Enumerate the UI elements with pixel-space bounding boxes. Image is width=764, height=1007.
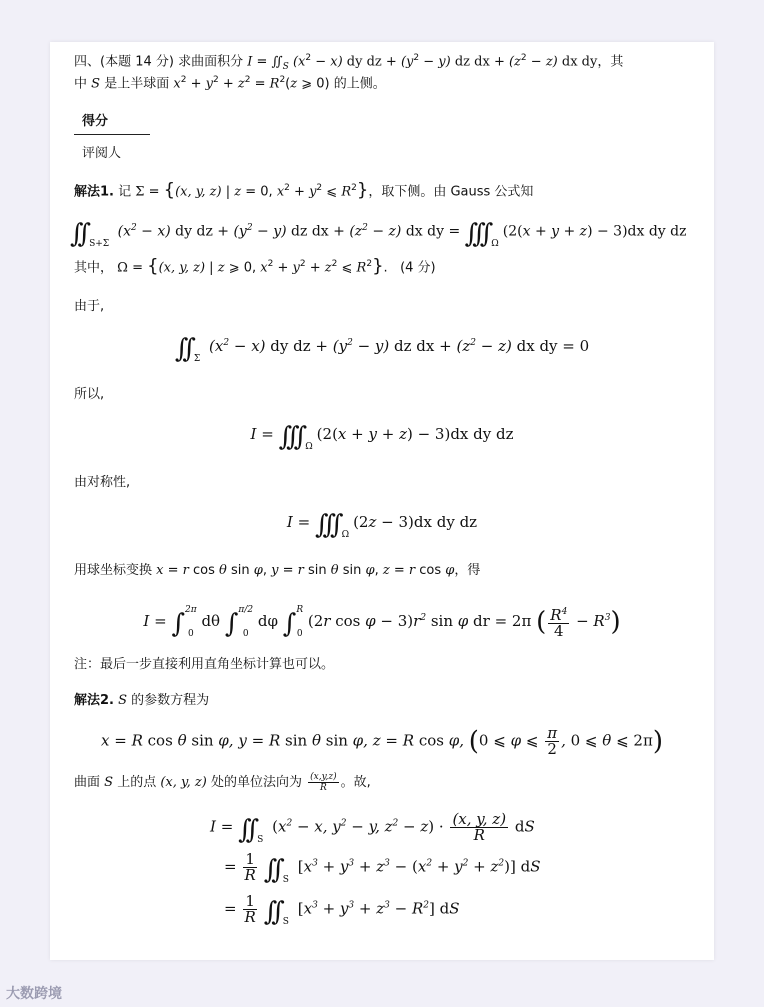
sol1-where: 其中， Ω = {(x, y, z) | z ⩾ 0, $x^2 + y^2 + z^2$ ⩽ $R^2$}. (4 分): [74, 255, 436, 277]
sigma-integral-equation: ∫∫ $_\Sigma$ $(x^2 - x)$ dy dz + $(y^2 - y)$ dz dx + $(z^2 - z)$ dx dy = 0: [174, 334, 590, 364]
sol2-title: 解法2.: [74, 693, 114, 708]
grader-label: 评阅人: [82, 146, 122, 161]
score-box: [74, 110, 150, 161]
points-label: (4 分): [400, 260, 436, 276]
spherical-line: 用球坐标变换 x = r cos θ sin φ, y = r sin θ sin φ, z = r cos φ，得: [74, 563, 481, 578]
sol1-title: 解法1.: [74, 184, 114, 200]
so-label: 所以,: [74, 387, 105, 402]
final-equation-line-1: I = ∫∫ $_S$ ($x^2 - x$, $y^2 - y$, $z^2 - z$) · $\frac{(x, y, z)}{R}$ dS: [210, 810, 535, 845]
symmetry-equation: I = ∫∫∫ $_\Omega$(2z − 3)dx dy dz: [286, 510, 478, 540]
final-equation-line-2: = $\frac{1}{R}$ ∫∫ $_S$ $[x^3 + y^3 + z^3 - (x^2 + y^2 + z^2)]$ dS: [224, 850, 541, 885]
problem-line-1: 四、(本题 14 分) 求曲面积分 $I = ∬_S$ $(x^2 - x)$ dy dz + $(y^2 - y)$ dz dx + $(z^2 - z)$ dx dy，其: [74, 53, 624, 72]
document-page: [50, 42, 714, 960]
parametric-equation: x = R cos θ sin φ, y = R sin θ sin φ, z = R cos φ, (0 ⩽ φ ⩽ $\frac{\pi}{2}$ , 0 ⩽ θ ⩽ 2π): [101, 724, 663, 758]
problem-head: 四、(本题 14 分) 求曲面积分: [74, 54, 244, 70]
gauss-equation: ∫∫ $_{S+\Sigma}$ $(x^2 - x)$ dy dz + $(y^2 - y)$ dz dx + $(z^2 - z)$ dx dy = ∫∫∫ $_\Omega$(2(x + y + z) − 3)dx dy dz: [70, 218, 687, 249]
score-label: 得分: [74, 110, 150, 135]
sol1-intro: 解法1. 记 Σ = {(x, y, z) | z = 0, $x^2 + y^2$ ⩽ $R^2$}，取下侧。由 Gauss 公式知: [74, 179, 534, 201]
watermark-logo: 大数跨境: [6, 986, 62, 1002]
spherical-equation: I = ∫ 2π 0 dθ ∫ π/2 0 dφ ∫ R 0 (2r $\cos \varphi - 3)r^2$ sin φ dr = 2π ( $\frac{R^4}{4}$ − $R^3$): [143, 605, 621, 640]
problem-tail: ，其: [597, 54, 624, 70]
note-line: 注：最后一步直接利用直角坐标计算也可以。: [74, 657, 335, 672]
problem-line-2: 中 S 是上半球面 $x^2 + y^2 + z^2 = R^2(z$ ⩾ 0) 的上侧。: [74, 75, 386, 92]
since-label: 由于,: [74, 299, 105, 314]
symmetry-label: 由对称性,: [74, 475, 131, 490]
volume-integral-equation: I = ∫∫∫ $_\Omega$(2(x + y + z) − 3)dx dy dz: [250, 422, 514, 452]
normal-line: 曲面 S 上的点 (x, y, z) 处的单位法向为 $\frac{(x,y,z)}{R}$ 。故,: [74, 772, 371, 793]
final-equation-line-3: = $\frac{1}{R}$ ∫∫ $_S$ $[x^3 + y^3 + z^3 - R^2]$ dS: [224, 892, 460, 927]
sol2-intro: 解法2. S 的参数方程为: [74, 693, 210, 708]
